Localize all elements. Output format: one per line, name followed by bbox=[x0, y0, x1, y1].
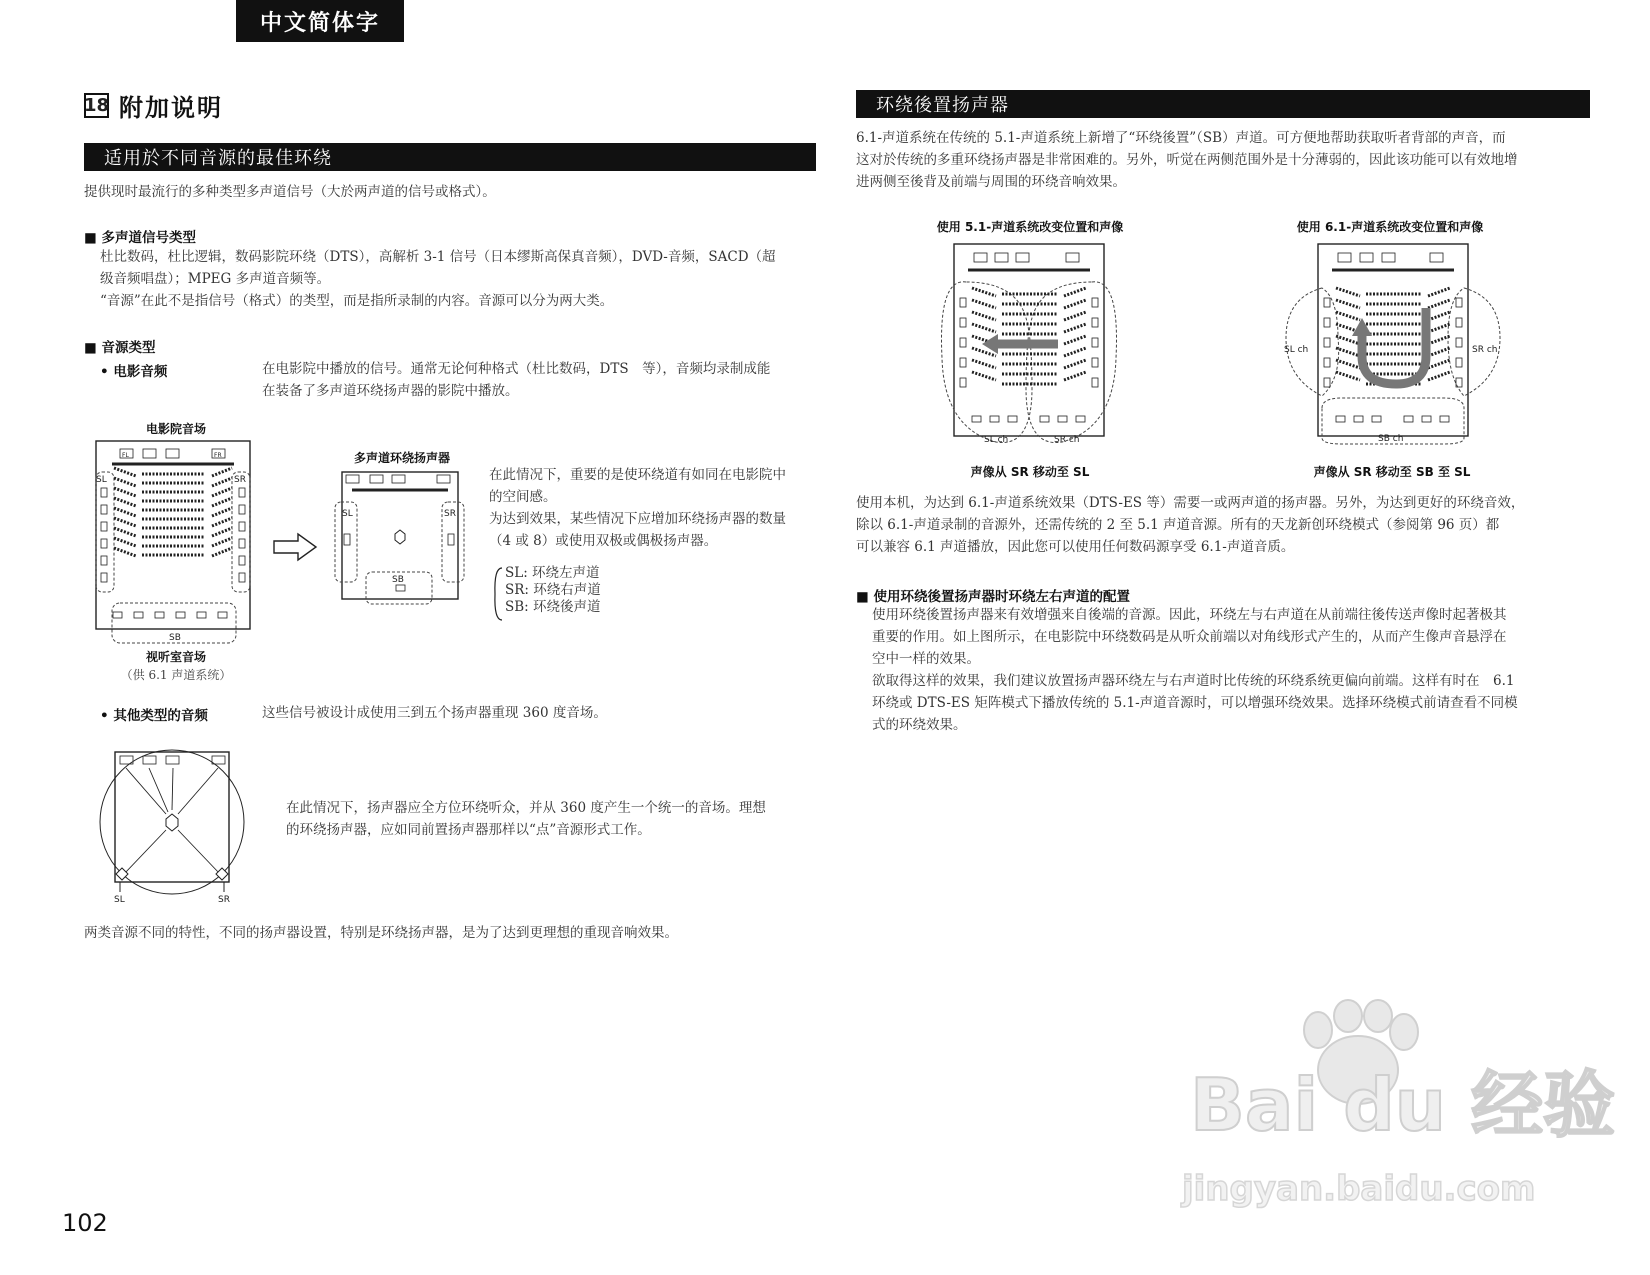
closing-text: 两类音源不同的特性，不同的扬声器设置，特别是环绕扬声器，是为了达到更理想的重现音响效果。 bbox=[84, 925, 678, 941]
legend-sl: SL: 环绕左声道 bbox=[505, 565, 600, 581]
fig1-title: 使用 5.1-声道系统改变位置和声像 bbox=[936, 220, 1124, 234]
sb-paragraph-5: 除以 6.1-声道录制的音源外，还需传统的 2 至 5.1 声道音源。所有的天龙新创环绕模式（参阅第 96 页）都 bbox=[856, 517, 1500, 533]
fig1-caption: 声像从 SR 移动至 SL bbox=[970, 465, 1090, 479]
section-heading bbox=[84, 88, 223, 123]
label-sr-2: SR bbox=[444, 509, 456, 519]
multichannel-heading: ■ 多声道信号类型 bbox=[84, 230, 196, 246]
watermark-url: jingyan.baidu.com bbox=[1182, 1169, 1536, 1209]
label-sb-2: SB bbox=[392, 575, 404, 585]
baidu-watermark-logo bbox=[1180, 1000, 1616, 1230]
multichannel-paragraph-2: 级音频唱盘）；MPEG 多声道音频等。 bbox=[100, 271, 331, 287]
other-text-1: 在此情况下，扬声器应全方位环绕听众，并从 360 度产生一个统一的音场。理想 bbox=[286, 800, 766, 816]
multichannel-paragraph-3: “音源”在此不是指信号（格式）的类型，而是指所录制的内容。音源可以分为两大类。 bbox=[100, 293, 614, 309]
surround-360-diagram bbox=[96, 748, 252, 904]
watermark-brand: Bai du 经验 bbox=[1190, 1063, 1616, 1147]
right-arrow-icon bbox=[272, 532, 318, 562]
cinema-text-1: 在此情况下，重要的是使环绕道有如同在电影院中 bbox=[489, 467, 786, 483]
other-desc: 这些信号被设计成使用三到五个扬声器重现 360 度音场。 bbox=[262, 705, 607, 721]
config-paragraph-3: 空中一样的效果。 bbox=[872, 651, 980, 667]
other-text-2: 的环绕扬声器，应如同前置扬声器那样以“点”音源形式工作。 bbox=[286, 822, 651, 838]
label-sr: SR bbox=[234, 475, 246, 485]
right-section-bar: 环绕後置扬声器 bbox=[856, 90, 1590, 118]
config-paragraph-5: 环绕或 DTS-ES 矩阵模式下播放传统的 5.1-声道音源时，可以增强环绕效果。选择环绕模式前请查看不同模 bbox=[872, 695, 1518, 711]
page-number: 102 bbox=[62, 1209, 108, 1237]
config-paragraph-2: 重要的作用。如上图所示，在电影院中环绕数码是从听众前端以对角线形式产生的，从而产生像声音悬浮在 bbox=[872, 629, 1507, 645]
cinema-text-3: 为达到效果，某些情况下应增加环绕扬声器的数量 bbox=[489, 511, 786, 527]
label-sb: SB bbox=[169, 633, 181, 643]
sb-paragraph-4: 使用本机，为达到 6.1-声道系统效果（DTS-ES 等）需要一或两声道的扬声器。另外，为达到更好的环绕音效， bbox=[856, 495, 1525, 511]
fig2-diagram bbox=[1282, 238, 1512, 452]
bullet-other: • 其他类型的音频 bbox=[100, 708, 208, 724]
home-figure-title: 视听室音场 bbox=[145, 650, 206, 664]
section-number: 18 bbox=[83, 95, 110, 116]
movie-desc-2: 在装备了多声道环绕扬声器的影院中播放。 bbox=[262, 383, 519, 399]
section-title: 附加说明 bbox=[119, 94, 223, 122]
cinema-text-2: 的空间感。 bbox=[489, 489, 557, 505]
language-tab: 中文简体字 bbox=[236, 0, 404, 42]
config-paragraph-4: 欲取得这样的效果，我们建议放置扬声器环绕左与右声道时比传统的环绕系统更偏向前端。这样有时在 6.1 bbox=[872, 673, 1515, 689]
legend-sb: SB: 环绕後声道 bbox=[505, 599, 601, 615]
multichannel-paragraph-1: 杜比数码，杜比逻辑，数码影院环绕（DTS），高解析 3-1 信号（日本缪斯高保真音频），DVD-音频，SACD（超 bbox=[100, 249, 776, 265]
home-figure-subtitle: （供 6.1 声道系统） bbox=[120, 668, 232, 682]
fig2-caption: 声像从 SR 移动至 SB 至 SL bbox=[1313, 465, 1471, 479]
label-sl-ch: SL ch bbox=[984, 435, 1009, 445]
sb-paragraph-1: 6.1-声道系统在传统的 5.1-声道系统上新增了“环绕後置”（SB）声道。可方便地帮助获取听者背部的声音，而 bbox=[856, 130, 1506, 146]
intro-text: 提供现时最流行的多种类型多声道信号（大於两声道的信号或格式）。 bbox=[84, 184, 496, 200]
config-paragraph-6: 式的环绕效果。 bbox=[872, 717, 967, 733]
fig1-diagram bbox=[936, 238, 1122, 452]
bullet-movie: • 电影音频 bbox=[100, 364, 168, 380]
source-heading: ■ 音源类型 bbox=[84, 340, 156, 356]
sb-paragraph-6: 可以兼容 6.1 声道播放，因此您可以使用任何数码源享受 6.1-声道音质。 bbox=[856, 539, 1295, 555]
sb-paragraph-2: 这对於传统的多重环绕扬声器是非常困难的。另外，听觉在两侧范围外是十分薄弱的，因此该功能可以有效地增 bbox=[856, 152, 1518, 168]
fig2-title: 使用 6.1-声道系统改变位置和声像 bbox=[1296, 220, 1484, 234]
left-section-bar: 适用於不同音源的最佳环绕 bbox=[84, 143, 816, 171]
label-fr: FR bbox=[214, 452, 222, 459]
cinema-text-4: （4 或 8）或使用双极或偶极扬声器。 bbox=[489, 533, 718, 549]
label-fl: FL bbox=[122, 452, 129, 459]
label-sl: SL bbox=[96, 475, 107, 485]
label-sr-ch: SR ch bbox=[1054, 435, 1080, 445]
cinema-figure-title: 电影院音场 bbox=[145, 422, 206, 436]
label-sl-3: SL bbox=[114, 895, 125, 905]
label-sr-3: SR bbox=[218, 895, 230, 905]
config-heading: ■ 使用环绕後置扬声器时环绕左右声道的配置 bbox=[856, 589, 1130, 605]
sb-paragraph-3: 进两侧至後背及前端与周围的环绕音响效果。 bbox=[856, 174, 1126, 190]
label-sl-2: SL bbox=[342, 509, 353, 519]
legend-sr: SR: 环绕右声道 bbox=[505, 582, 601, 598]
label-sl-ch-2: SL ch bbox=[1284, 345, 1309, 355]
cinema-diagram bbox=[92, 438, 258, 648]
legend-brace bbox=[492, 566, 504, 622]
label-sb-ch: SB ch bbox=[1378, 434, 1404, 444]
multi-speaker-diagram bbox=[336, 468, 466, 608]
multi-figure-title: 多声道环绕扬声器 bbox=[353, 451, 450, 465]
label-sr-ch-2: SR ch bbox=[1472, 345, 1498, 355]
movie-desc-1: 在电影院中播放的信号。通常无论何种格式（杜比数码，DTS 等），音频均录制成能 bbox=[262, 361, 771, 377]
config-paragraph-1: 使用环绕後置扬声器来有效增强来自後端的音源。因此，环绕左与右声道在从前端往後传送声像时起著极其 bbox=[872, 607, 1507, 623]
